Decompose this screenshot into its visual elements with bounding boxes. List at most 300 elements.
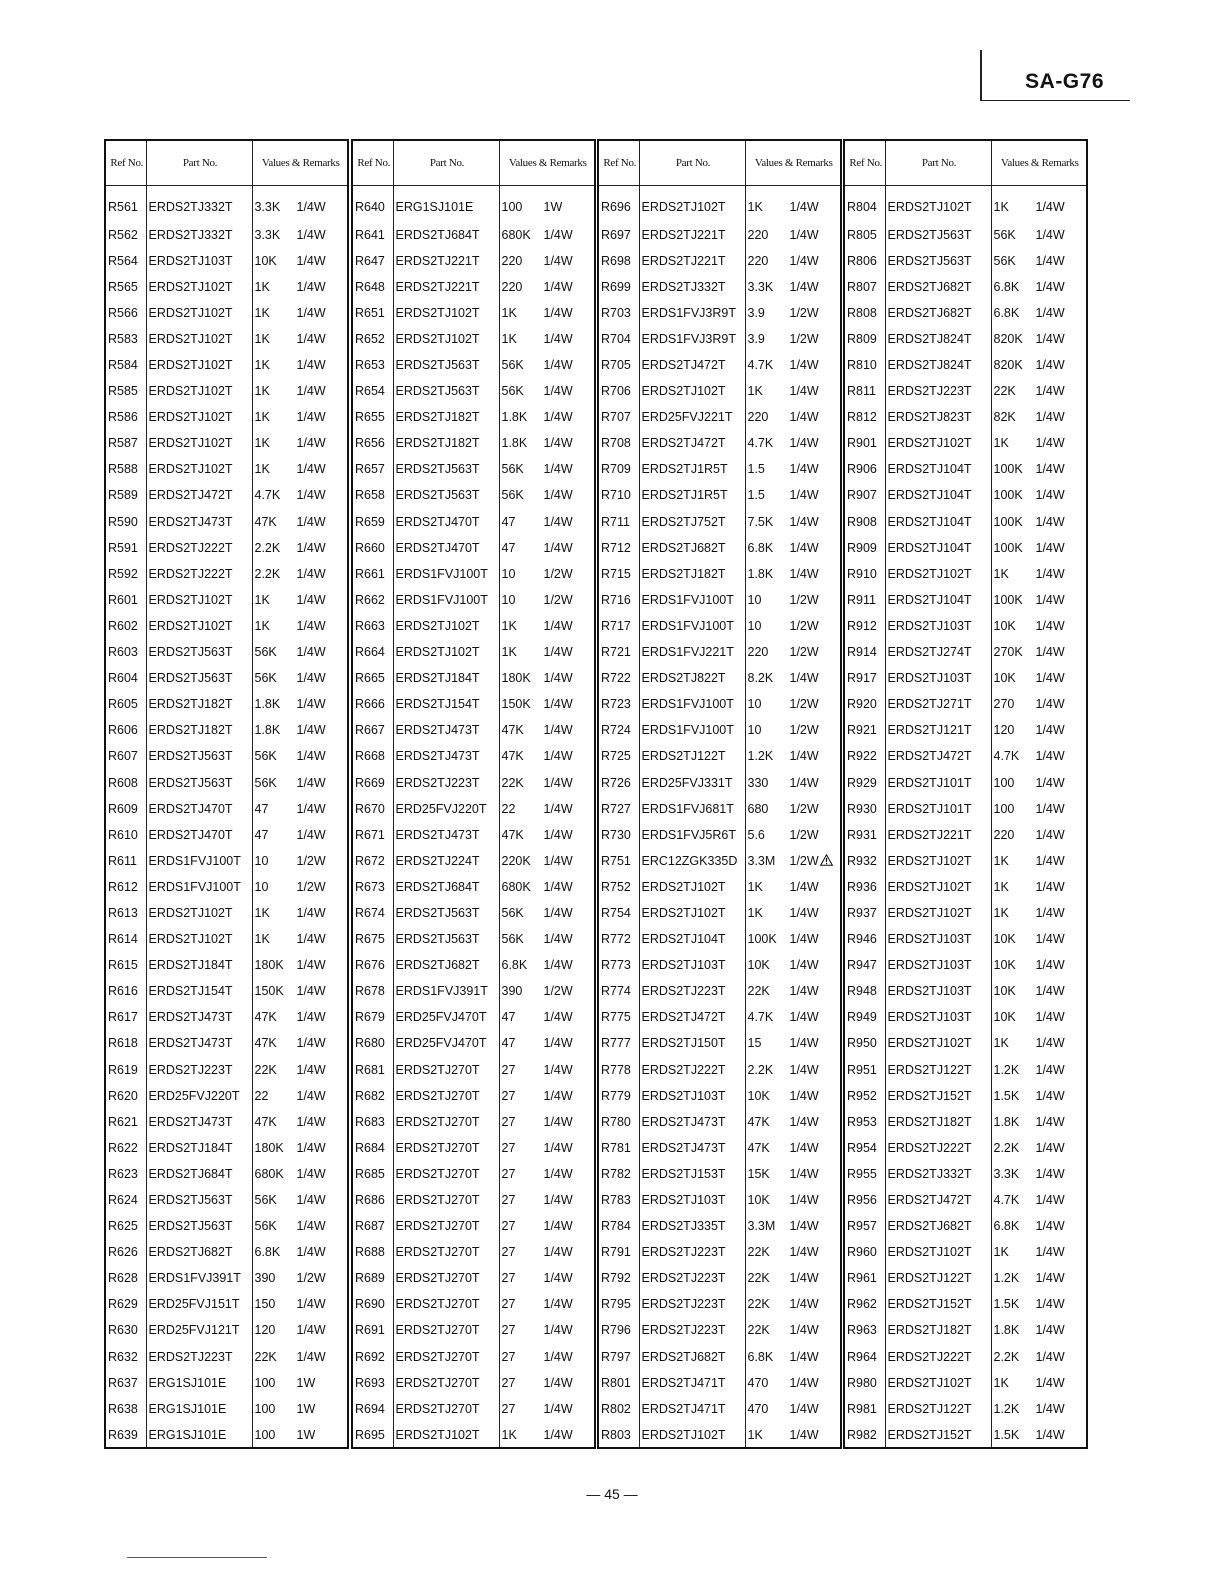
part-no-cell: ERDS2TJ102T [639, 186, 745, 222]
wattage-value: 1/4W [1035, 1166, 1065, 1181]
ref-no-cell: R659 [352, 508, 393, 534]
value-cell [252, 612, 348, 638]
resistance-value: 47K [254, 1010, 277, 1025]
wattage-value: 1/4W [1035, 1010, 1065, 1025]
ref-no-cell: R957 [844, 1213, 885, 1239]
value-cell [991, 247, 1087, 273]
part-no-cell: ERDS2TJ684T [393, 873, 499, 899]
ref-no-cell: R774 [598, 978, 639, 1004]
ref-no-cell: R613 [105, 899, 146, 925]
ref-no-cell: R777 [598, 1030, 639, 1056]
table-row [844, 247, 1087, 273]
resistance-value: 100 [254, 1401, 276, 1416]
wattage-value: 1/4W [296, 1245, 326, 1260]
table-row [598, 1030, 841, 1056]
value-cell [499, 508, 595, 534]
table-row [844, 1108, 1087, 1134]
value-cell [991, 221, 1087, 247]
part-no-cell: ERDS2TJ473T [146, 1030, 252, 1056]
part-no-cell: ERDS2TJ101T [885, 769, 991, 795]
part-no-cell: ERDS2TJ222T [146, 534, 252, 560]
ref-no-cell: R917 [844, 665, 885, 691]
wattage-value: 1/4W [296, 1193, 326, 1208]
value-cell [252, 1134, 348, 1160]
resistance-value: 1K [747, 879, 763, 894]
table-row [105, 586, 348, 612]
value-cell [745, 873, 841, 899]
table-row [352, 1056, 595, 1082]
wattage-value: 1/4W [296, 1166, 326, 1181]
resistance-value: 1K [254, 592, 270, 607]
part-no-cell: ERDS2TJ121T [885, 717, 991, 743]
part-no-cell: ERDS2TJ102T [885, 1369, 991, 1395]
value-cell [991, 821, 1087, 847]
part-no-cell: ERDS2TJ150T [639, 1030, 745, 1056]
ref-no-cell: R773 [598, 952, 639, 978]
table-row [105, 612, 348, 638]
part-no-cell: ERDS2TJ682T [146, 1239, 252, 1265]
value-cell [499, 1343, 595, 1369]
resistance-value: 27 [501, 1401, 516, 1416]
wattage-value: 1/4W [789, 436, 819, 451]
part-no-cell: ERDS2TJ274T [885, 639, 991, 665]
value-cell [991, 899, 1087, 925]
part-no-cell: ERD25FVJ220T [146, 1082, 252, 1108]
table-row [105, 299, 348, 325]
parts-block-3 [597, 139, 842, 1449]
table-row [105, 1369, 348, 1395]
value-cell [252, 534, 348, 560]
value-cell [499, 1108, 595, 1134]
resistance-value: 3.9 [747, 331, 765, 346]
part-no-cell: ERDS2TJ682T [639, 1343, 745, 1369]
table-row [844, 1030, 1087, 1056]
wattage-value: 1/4W [789, 1375, 819, 1390]
part-no-cell: ERDS2TJ473T [639, 1108, 745, 1134]
value-cell [499, 1369, 595, 1395]
wattage-value: 1/4W [789, 1114, 819, 1129]
table-row [844, 560, 1087, 586]
wattage-value: 1/4W [1035, 801, 1065, 816]
part-no-cell: ERDS2TJ102T [146, 404, 252, 430]
ref-no-cell: R715 [598, 560, 639, 586]
table-row [352, 560, 595, 586]
wattage-value: 1/4W [1035, 514, 1065, 529]
table-row [105, 534, 348, 560]
table-row [598, 1369, 841, 1395]
model-header [980, 50, 1130, 101]
value-cell [499, 1160, 595, 1186]
ref-no-cell: R697 [598, 221, 639, 247]
resistance-value: 10K [993, 1010, 1016, 1025]
part-no-cell: ERDS2TJ103T [639, 1186, 745, 1212]
value-cell [745, 978, 841, 1004]
wattage-value: 1/4W [296, 1088, 326, 1103]
table-row [352, 430, 595, 456]
value-cell [252, 482, 348, 508]
table-row [844, 1239, 1087, 1265]
part-no-cell: ERDS2TJ102T [885, 899, 991, 925]
wattage-value: 1/4W [543, 1297, 573, 1312]
resistance-value: 1.5K [993, 1297, 1020, 1312]
value-cell [499, 612, 595, 638]
ref-no-cell: R640 [352, 186, 393, 222]
part-no-cell: ERDS2TJ184T [393, 665, 499, 691]
ref-no-cell: R673 [352, 873, 393, 899]
value-cell [745, 1134, 841, 1160]
resistance-value: 22K [993, 384, 1016, 399]
ref-no-cell: R806 [844, 247, 885, 273]
resistance-value: 1K [993, 566, 1009, 581]
value-cell [252, 378, 348, 404]
ref-no-cell: R682 [352, 1082, 393, 1108]
resistance-value: 1K [254, 279, 270, 294]
wattage-value: 1W [543, 199, 563, 214]
wattage-value: 1/4W [543, 1245, 573, 1260]
ref-no-cell: R666 [352, 691, 393, 717]
wattage-value: 1/4W [543, 932, 573, 947]
part-no-cell: ERDS1FVJ100T [393, 560, 499, 586]
resistance-value: 6.8K [993, 305, 1020, 320]
resistance-value: 47K [501, 749, 524, 764]
value-cell [745, 1213, 841, 1239]
resistance-value: 1.8K [254, 723, 281, 738]
value-cell [252, 1369, 348, 1395]
wattage-value: 1/4W [543, 827, 573, 842]
table-row [352, 1082, 595, 1108]
header-values: Values & Remarks [252, 140, 348, 186]
value-cell [991, 1421, 1087, 1448]
value-cell [991, 1108, 1087, 1134]
resistance-value: 3.3K [993, 1166, 1020, 1181]
wattage-value: 1/4W [296, 801, 326, 816]
value-cell [499, 1030, 595, 1056]
value-cell [252, 1213, 348, 1239]
table-row [844, 456, 1087, 482]
value-cell [745, 899, 841, 925]
wattage-value: 1/4W [1035, 566, 1065, 581]
table-row [598, 351, 841, 377]
part-no-cell: ERDS2TJ223T [639, 1291, 745, 1317]
resistance-value: 220 [747, 645, 769, 660]
ref-no-cell: R964 [844, 1343, 885, 1369]
value-cell [499, 586, 595, 612]
parts-table [351, 139, 596, 1449]
wattage-value: 1/4W [543, 1193, 573, 1208]
table-row [844, 665, 1087, 691]
wattage-value: 1/4W [543, 1088, 573, 1103]
ref-no-cell: R717 [598, 612, 639, 638]
wattage-value: 1/4W [789, 1140, 819, 1155]
ref-no-cell: R727 [598, 795, 639, 821]
table-row [598, 1291, 841, 1317]
wattage-value: 1/4W [296, 618, 326, 633]
part-no-cell: ERDS2TJ563T [393, 378, 499, 404]
resistance-value: 100K [747, 932, 777, 947]
table-row [352, 482, 595, 508]
value-cell [745, 717, 841, 743]
part-no-cell: ERDS2TJ154T [393, 691, 499, 717]
part-no-cell: ERDS2TJ473T [639, 1134, 745, 1160]
part-no-cell: ERDS2TJ335T [639, 1213, 745, 1239]
part-no-cell: ERDS2TJ563T [146, 1213, 252, 1239]
table-row [844, 769, 1087, 795]
resistance-value: 1K [254, 618, 270, 633]
wattage-value: 1/4W [789, 1219, 819, 1234]
header-values: Values & Remarks [745, 140, 841, 186]
table-row [352, 1265, 595, 1291]
part-no-cell: ERDS1FVJ100T [639, 691, 745, 717]
ref-no-cell: R710 [598, 482, 639, 508]
value-cell [745, 639, 841, 665]
wattage-value: 1/4W [1035, 540, 1065, 555]
resistance-value: 4.7K [993, 1193, 1020, 1208]
ref-no-cell: R641 [352, 221, 393, 247]
table-row [844, 586, 1087, 612]
resistance-value: 150 [254, 1297, 276, 1312]
resistance-value: 270K [993, 645, 1023, 660]
value-cell [499, 717, 595, 743]
value-cell [745, 221, 841, 247]
part-no-cell: ERDS2TJ563T [146, 639, 252, 665]
value-cell [991, 378, 1087, 404]
part-no-cell: ERDS2TJ102T [146, 899, 252, 925]
value-cell [745, 586, 841, 612]
table-row [105, 1343, 348, 1369]
ref-no-cell: R687 [352, 1213, 393, 1239]
value-cell [991, 717, 1087, 743]
table-row [352, 404, 595, 430]
wattage-value: 1/4W [296, 514, 326, 529]
part-no-cell: ERDS2TJ102T [885, 873, 991, 899]
part-no-cell: ERDS2TJ153T [639, 1160, 745, 1186]
part-no-cell: ERDS2TJ270T [393, 1291, 499, 1317]
table-row [352, 1160, 595, 1186]
ref-no-cell: R683 [352, 1108, 393, 1134]
ref-no-cell: R809 [844, 325, 885, 351]
value-cell [745, 1108, 841, 1134]
wattage-value: 1/4W [789, 358, 819, 373]
ref-no-cell: R564 [105, 247, 146, 273]
value-cell [991, 273, 1087, 299]
wattage-value: 1/4W [1035, 932, 1065, 947]
resistance-value: 1.8K [993, 1323, 1020, 1338]
part-no-cell: ERDS2TJ102T [393, 612, 499, 638]
resistance-value: 270 [993, 697, 1015, 712]
resistance-value: 47 [254, 801, 269, 816]
ref-no-cell: R910 [844, 560, 885, 586]
value-cell [252, 430, 348, 456]
resistance-value: 27 [501, 1271, 516, 1286]
value-cell [252, 795, 348, 821]
part-no-cell: ERDS2TJ270T [393, 1239, 499, 1265]
resistance-value: 10 [747, 723, 762, 738]
table-row [844, 325, 1087, 351]
part-no-cell: ERDS1FVJ391T [393, 978, 499, 1004]
table-row [598, 795, 841, 821]
ref-no-cell: R775 [598, 1004, 639, 1030]
value-cell [991, 1239, 1087, 1265]
wattage-value: 1/4W [296, 932, 326, 947]
ref-no-cell: R716 [598, 586, 639, 612]
wattage-value: 1/4W [543, 1036, 573, 1051]
value-cell [991, 1317, 1087, 1343]
table-row [105, 1108, 348, 1134]
wattage-value: 1/4W [543, 227, 573, 242]
part-no-cell: ERDS2TJ102T [146, 378, 252, 404]
table-row [105, 186, 348, 222]
ref-no-cell: R960 [844, 1239, 885, 1265]
table-row [844, 821, 1087, 847]
resistance-value: 15K [747, 1166, 770, 1181]
resistance-value: 47K [254, 1114, 277, 1129]
wattage-value: 1/4W [1035, 227, 1065, 242]
resistance-value: 2.2K [254, 566, 281, 581]
value-cell [991, 299, 1087, 325]
wattage-value: 1/4W [1035, 1245, 1065, 1260]
parts-table [843, 139, 1088, 1449]
wattage-value: 1/4W [543, 514, 573, 529]
part-no-cell: ERDS2TJ103T [885, 978, 991, 1004]
table-row [105, 351, 348, 377]
part-no-cell: ERDS2TJ122T [639, 743, 745, 769]
resistance-value: 22K [254, 1349, 277, 1364]
header-part-no: Part No. [639, 140, 745, 186]
part-no-cell: ERDS2TJ182T [885, 1317, 991, 1343]
resistance-value: 27 [501, 1297, 516, 1312]
wattage-value: 1/2W [789, 592, 819, 607]
part-no-cell: ERDS2TJ102T [146, 586, 252, 612]
parts-block-2 [351, 139, 596, 1449]
part-no-cell: ERDS2TJ122T [885, 1265, 991, 1291]
part-no-cell: ERDS2TJ472T [146, 482, 252, 508]
table-row [598, 1317, 841, 1343]
value-cell [745, 1239, 841, 1265]
resistance-value: 180K [254, 1140, 284, 1155]
part-no-cell: ERDS2TJ102T [393, 299, 499, 325]
table-row [105, 456, 348, 482]
value-cell [745, 1421, 841, 1448]
ref-no-cell: R674 [352, 899, 393, 925]
resistance-value: 6.8K [254, 1245, 281, 1260]
part-no-cell: ERDS2TJ752T [639, 508, 745, 534]
wattage-value: 1/4W [543, 462, 573, 477]
table-row [105, 404, 348, 430]
wattage-value: 1W [296, 1427, 316, 1442]
value-cell [745, 952, 841, 978]
part-no-cell: ERDS2TJ103T [639, 1082, 745, 1108]
resistance-value: 100K [993, 488, 1023, 503]
resistance-value: 1.5K [993, 1427, 1020, 1442]
part-no-cell: ERDS2TJ824T [885, 351, 991, 377]
value-cell [499, 1291, 595, 1317]
ref-no-cell: R565 [105, 273, 146, 299]
resistance-value: 2.2K [747, 1062, 774, 1077]
resistance-value: 10K [747, 958, 770, 973]
value-cell [745, 560, 841, 586]
value-cell [991, 186, 1087, 222]
wattage-value: 1/2W [789, 645, 819, 660]
ref-no-cell: R670 [352, 795, 393, 821]
part-no-cell: ERDS2TJ682T [885, 273, 991, 299]
ref-no-cell: R686 [352, 1186, 393, 1212]
resistance-value: 100K [993, 514, 1023, 529]
table-row [352, 1239, 595, 1265]
value-cell [991, 1056, 1087, 1082]
wattage-value: 1/4W [789, 1323, 819, 1338]
resistance-value: 1K [993, 879, 1009, 894]
resistance-value: 56K [254, 749, 277, 764]
wattage-value: 1/4W [789, 462, 819, 477]
ref-no-cell: R590 [105, 508, 146, 534]
resistance-value: 5.6 [747, 827, 765, 842]
value-cell [745, 743, 841, 769]
value-cell [991, 1265, 1087, 1291]
value-cell [991, 847, 1087, 873]
value-cell [745, 299, 841, 325]
table-row [105, 1186, 348, 1212]
wattage-value: 1/4W [296, 723, 326, 738]
resistance-value: 56K [254, 671, 277, 686]
wattage-value: 1/4W [1035, 1088, 1065, 1103]
wattage-value: 1/4W [543, 305, 573, 320]
ref-no-cell: R722 [598, 665, 639, 691]
wattage-value: 1/2W [296, 853, 326, 868]
part-no-cell: ERDS2TJ182T [146, 717, 252, 743]
resistance-value: 2.2K [254, 540, 281, 555]
resistance-value: 680K [254, 1166, 284, 1181]
resistance-value: 27 [501, 1166, 516, 1181]
wattage-value: 1/4W [789, 1166, 819, 1181]
resistance-value: 3.3M [747, 1219, 776, 1234]
part-no-cell: ERDS2TJ270T [393, 1395, 499, 1421]
part-no-cell: ERDS2TJ563T [146, 665, 252, 691]
part-no-cell: ERDS2TJ270T [393, 1213, 499, 1239]
part-no-cell: ERDS2TJ102T [639, 873, 745, 899]
resistance-value: 47K [747, 1140, 770, 1155]
wattage-value: 1/4W [543, 1349, 573, 1364]
part-no-cell: ERDS2TJ563T [885, 247, 991, 273]
value-cell [745, 612, 841, 638]
resistance-value: 1.2K [747, 749, 774, 764]
ref-no-cell: R947 [844, 952, 885, 978]
part-no-cell: ERDS2TJ270T [393, 1343, 499, 1369]
part-no-cell: ERDS2TJ103T [639, 952, 745, 978]
resistance-value: 56K [254, 1219, 277, 1234]
part-no-cell: ERDS2TJ563T [146, 1186, 252, 1212]
value-cell [745, 1395, 841, 1421]
value-cell [252, 821, 348, 847]
value-cell [499, 1082, 595, 1108]
resistance-value: 22K [747, 1271, 770, 1286]
part-no-cell: ERDS2TJ270T [393, 1317, 499, 1343]
table-row [844, 978, 1087, 1004]
value-cell [252, 978, 348, 1004]
resistance-value: 8.2K [747, 671, 774, 686]
ref-no-cell: R803 [598, 1421, 639, 1448]
ref-no-cell: R620 [105, 1082, 146, 1108]
resistance-value: 15 [747, 1036, 762, 1051]
ref-no-cell: R587 [105, 430, 146, 456]
resistance-value: 120 [254, 1323, 276, 1338]
resistance-value: 1K [993, 853, 1009, 868]
wattage-value: 1/4W [296, 592, 326, 607]
value-cell [745, 795, 841, 821]
part-no-cell: ERDS2TJ332T [639, 273, 745, 299]
ref-no-cell: R672 [352, 847, 393, 873]
wattage-value: 1/4W [543, 905, 573, 920]
table-row [598, 378, 841, 404]
